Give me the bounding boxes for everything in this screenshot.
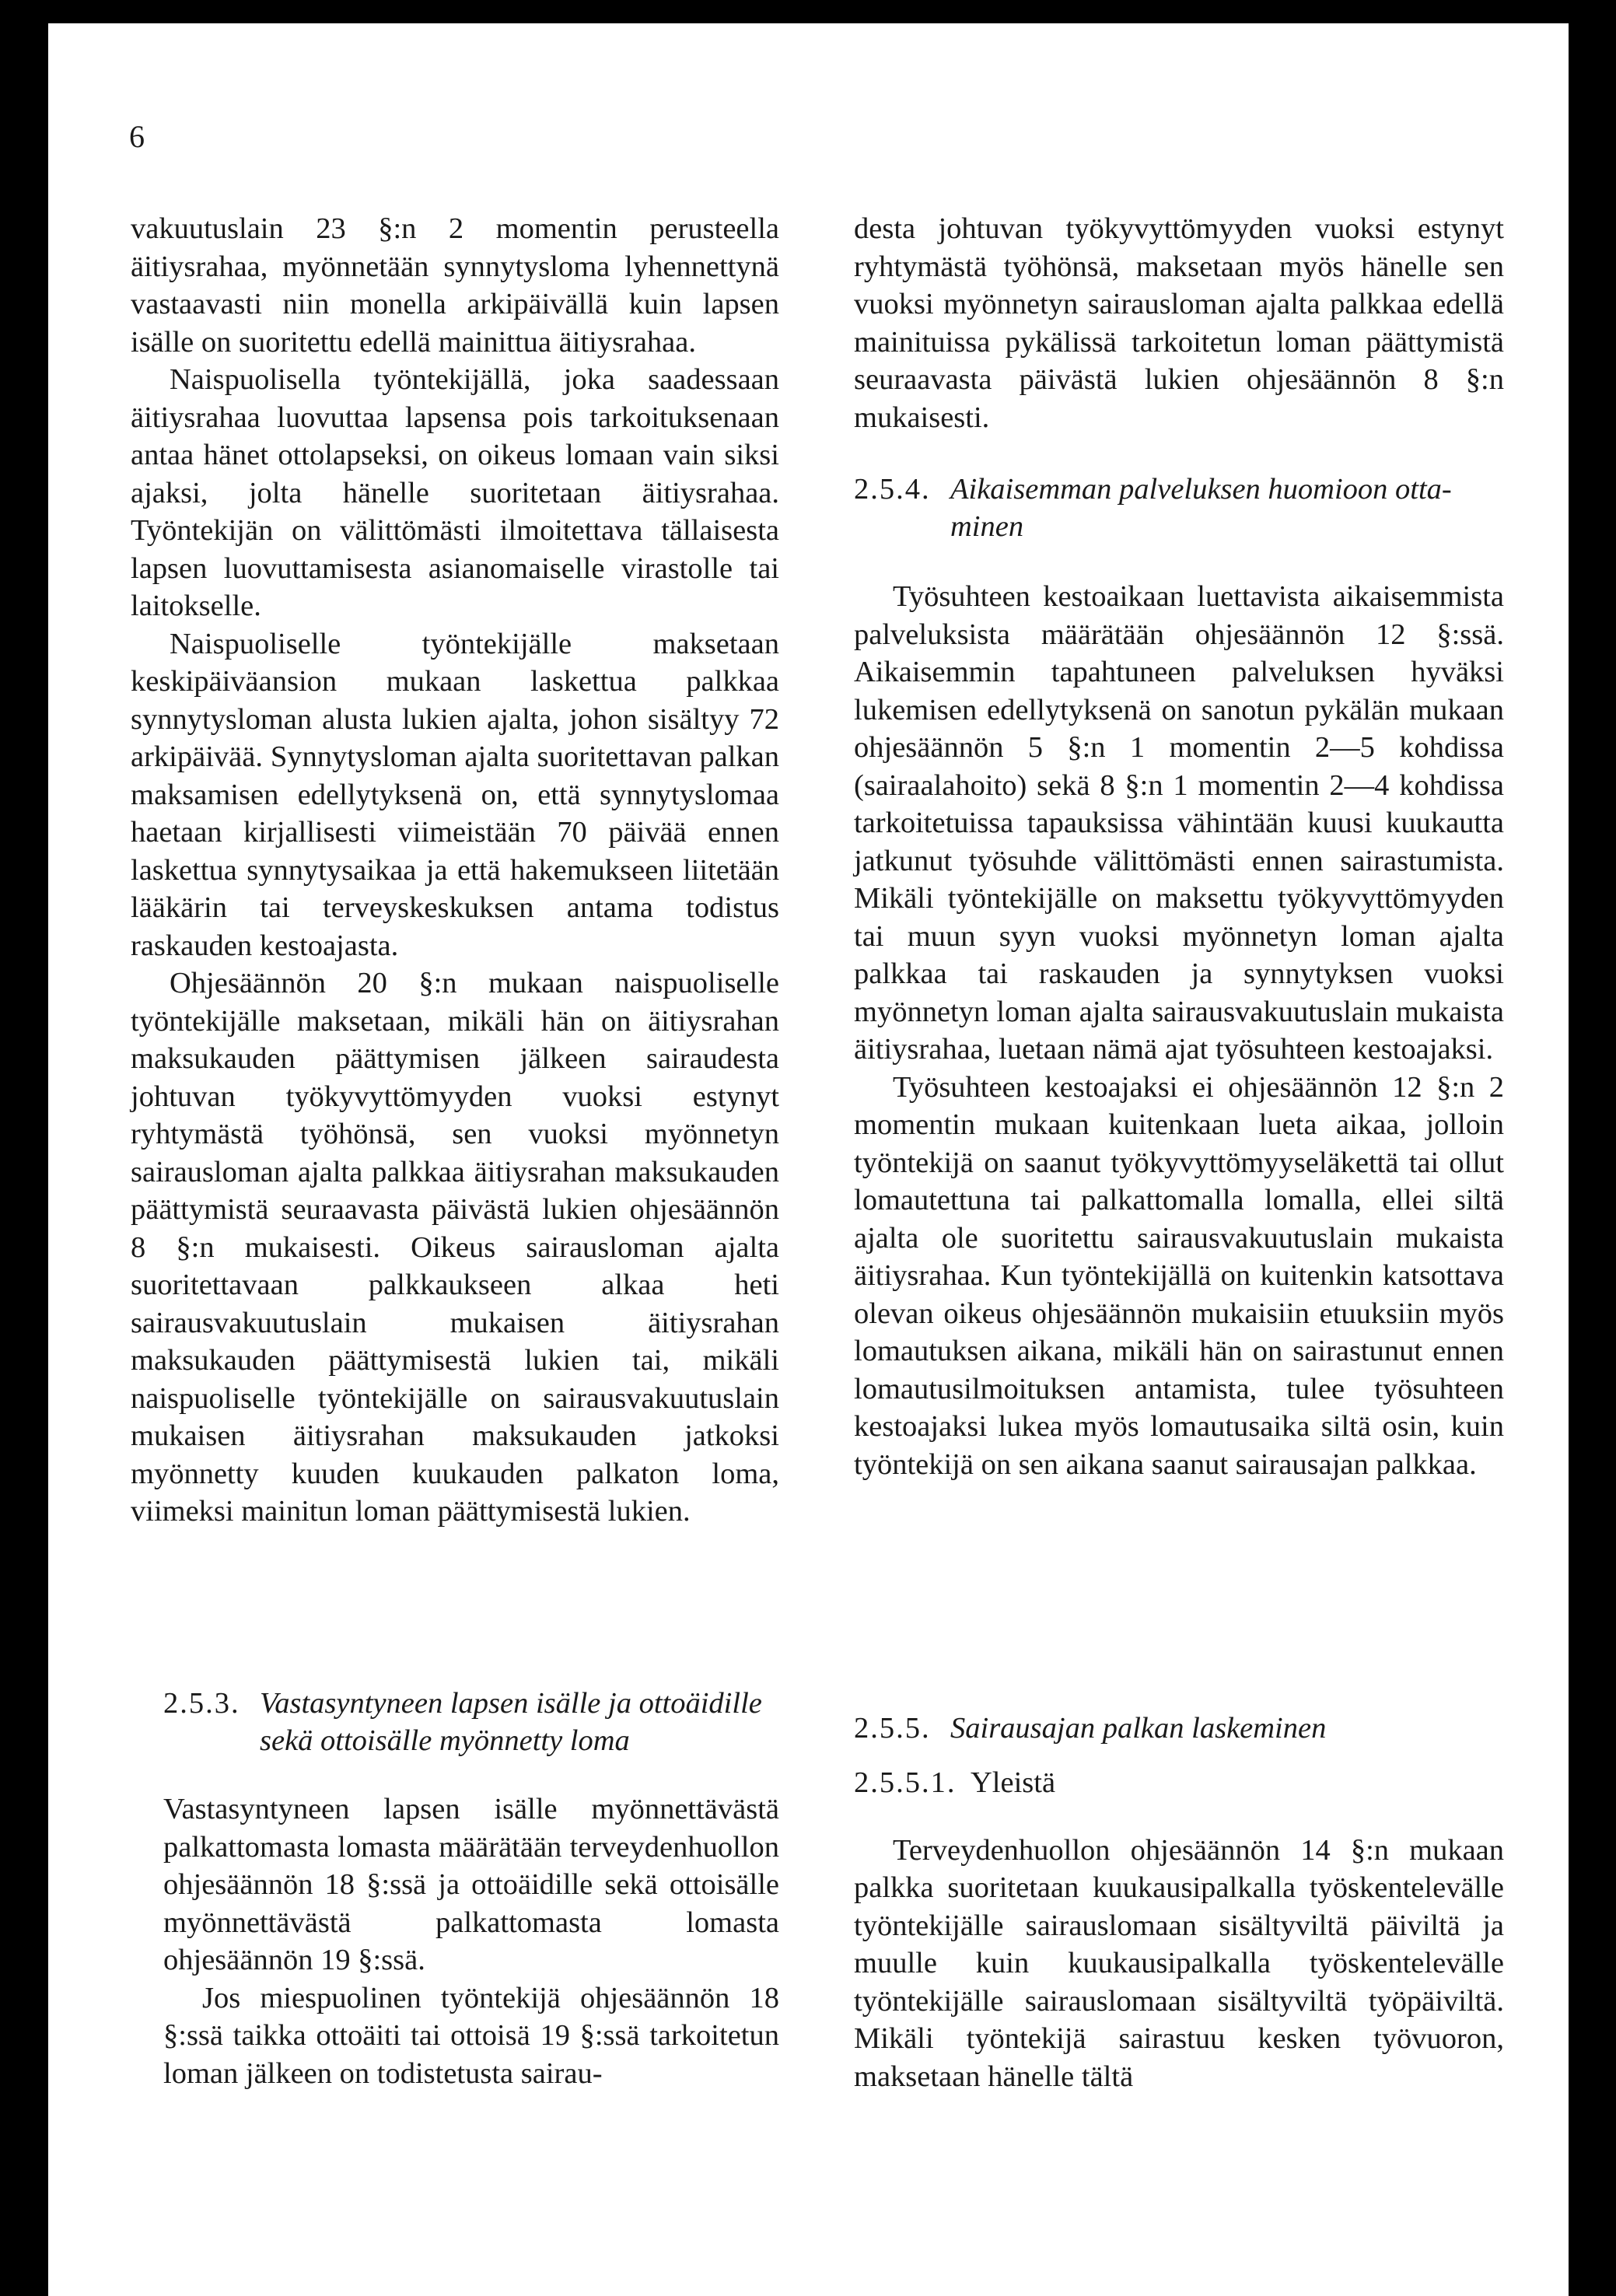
section-heading-2-5-5	[854, 1710, 1504, 1747]
page-number: 6	[129, 119, 145, 154]
paragraph: Naispuoliselle työntekijälle maksetaan keskipäiväansion mukaan laskettua palkkaa synnytysloman alusta lukien ajalta, johon sisältyy 72 arkipäivää. Synnytysloman ajalta suoritettavan palkan maksamisen edellytyksenä on, että synnytyslomaa haetaan kirjallisesti viimeistään 70 päivää ennen laskettua synnytysaikaa ja että hakemukseen liitetään lääkärin tai terveyskeskuksen antama todistus raskauden kestoajasta.	[131, 627, 779, 962]
section-heading-2-5-4	[854, 471, 1504, 545]
paragraph: Terveydenhuollon ohjesäännön 14 §:n mukaan palkka suoritetaan kuukausipalkalla työskentelevälle työntekijälle sairauslomaan sisältyviltä päiviltä ja muulle kuin kuukausipalkalla työskentelevälle työntekijälle sairauslomaan sisältyviltä työpäiviltä. Mikäli työntekijä sairastuu kesken työvuoron, maksetaan hänelle tältä	[854, 1833, 1504, 2093]
section-number: 2.5.4.	[854, 473, 931, 506]
subsection-title: Yleistä	[971, 1766, 1056, 1799]
section-title-line-2: minen	[950, 510, 1024, 543]
section-number: 2.5.5.	[854, 1712, 931, 1745]
section-title-line-2: sekä ottoisälle myönnetty loma	[260, 1724, 630, 1757]
paragraph: Vastasyntyneen lapsen isälle myönnettävästä palkattomasta lomasta määrätään terveydenhuollon ohjesäännön 18 §:ssä ja ottoäidille sekä ottoisälle myönnettävästä palkattomasta lomasta ohjesäännön 19 §:ssä.	[163, 1793, 779, 1976]
bottom-left-column	[163, 1685, 779, 2092]
section-heading-2-5-3	[163, 1685, 779, 1759]
paragraph: Jos miespuolinen työntekijä ohjesäännön 18 §:ssä taikka ottoäiti tai ottoisä 19 §:ssä tarkoitetun loman jälkeen on todistetusta sairau-	[163, 1981, 779, 2090]
paragraph: Ohjesäännön 20 §:n mukaan naispuoliselle työntekijälle maksetaan, mikäli hän on äitiysrahan maksukauden päättymisen jälkeen sairaudesta johtuvan työkyvyttömyyden vuoksi estynyt ryhtymästä työhönsä, sen vuoksi myönnetyn sairausloman ajalta palkkaa äitiysrahan maksukauden päättymistä seuraavasta päivästä lukien ohjesäännön 8 §:n mukaisesti. Oikeus sairausloman ajalta suoritettavaan palkkaukseen alkaa heti sairausvakuutuslain mukaisen äitiysrahan maksukauden päättymisestä lukien tai, mikäli naispuoliselle työntekijälle on sairausvakuutuslain mukaisen äitiysrahan maksukauden jatkoksi myönnetty kuuden kuukauden palkaton loma, viimeksi mainitun loman päättymisestä lukien.	[131, 967, 779, 1528]
top-left-column	[131, 210, 779, 1531]
bottom-right-column	[854, 1710, 1504, 2095]
document-page	[48, 23, 1569, 2296]
subsection-heading-2-5-5-1	[854, 1764, 1504, 1802]
paragraph: desta johtuvan työkyvyttömyyden vuoksi estynyt ryhtymästä työhönsä, maksetaan myös hänelle sen vuoksi myönnetyn sairausloman ajalta palkkaa edellä mainituissa pykälissä tarkoitetun loman päättymistä seuraavasta päivästä lukien ohjesäännön 8 §:n mukaisesti.	[854, 212, 1504, 434]
top-right-column	[854, 210, 1504, 1483]
section-title-line-1: Aikaisemman palveluksen huomioon otta-	[950, 473, 1452, 506]
subsection-number: 2.5.5.1.	[854, 1766, 957, 1799]
section-title-line-1: Vastasyntyneen lapsen isälle ja ottoäidille	[260, 1687, 762, 1720]
paragraph: Työsuhteen kestoaikaan luettavista aikaisemmista palveluksista määrätään ohjesäännön 12 §:ssä. Aikaisemmin tapahtuneen palveluksen hyväksi lukemisen edellytyksenä on sanotun pykälän mukaan ohjesäännön 5 §:n 1 momentin 2—5 kohdissa (sairaalahoito) sekä 8 §:n 1 momentin 2—4 kohdissa tarkoitetuissa tapauksissa vähintään kuusi kuukautta jatkunut työsuhde välittömästi ennen sairastumista. Mikäli työntekijälle on maksettu työkyvyttömyyden tai muun syyn vuoksi myönnetyn loman ajalta palkkaa tai raskauden ja synnytyksen vuoksi myönnetyn loman ajalta sairausvakuutuslain mukaista äitiysrahaa, luetaan nämä ajat työsuhteen kestoajaksi.	[854, 580, 1504, 1066]
section-title: Sairausajan palkan laskeminen	[950, 1712, 1327, 1745]
paragraph: Työsuhteen kestoajaksi ei ohjesäännön 12 §:n 2 momentin mukaan kuitenkaan lueta aikaa, jolloin työntekijä on saanut työkyvyttömyyseläkettä tai ollut lomautettuna tai palkattomalla lomalla, ellei siltä ajalta ole suoritettu sairausvakuutuslain mukaista äitiysrahaa. Kun työntekijällä on kuitenkin katsottava olevan oikeus ohjesäännön mukaisiin etuuksiin myös lomautuksen aikana, mikäli hän on sairastunut ennen lomautusilmoituksen antamista, tulee työsuhteen kestoajaksi lukea myös lomautusaika siltä osin, kuin työntekijä on sen aikana saanut sairausajan palkkaa.	[854, 1070, 1504, 1481]
section-number: 2.5.3.	[163, 1687, 240, 1720]
paragraph: Naispuolisella työntekijällä, joka saadessaan äitiysrahaa luovuttaa lapsensa pois tarkoituksenaan antaa hänet ottolapseksi, on oikeus lomaan vain siksi ajaksi, jolta hänelle suoritetaan äitiysrahaa. Työntekijän on välittömästi ilmoitettava tällaisesta lapsen luovuttamisesta asianomaiselle virastolle tai laitokselle.	[131, 363, 779, 622]
paragraph: vakuutuslain 23 §:n 2 momentin perusteella äitiysrahaa, myönnetään synnytysloma lyhennettynä vastaavasti niin monella arkipäivällä kuin lapsen isälle on suoritettu edellä mainittua äitiysrahaa.	[131, 212, 779, 359]
